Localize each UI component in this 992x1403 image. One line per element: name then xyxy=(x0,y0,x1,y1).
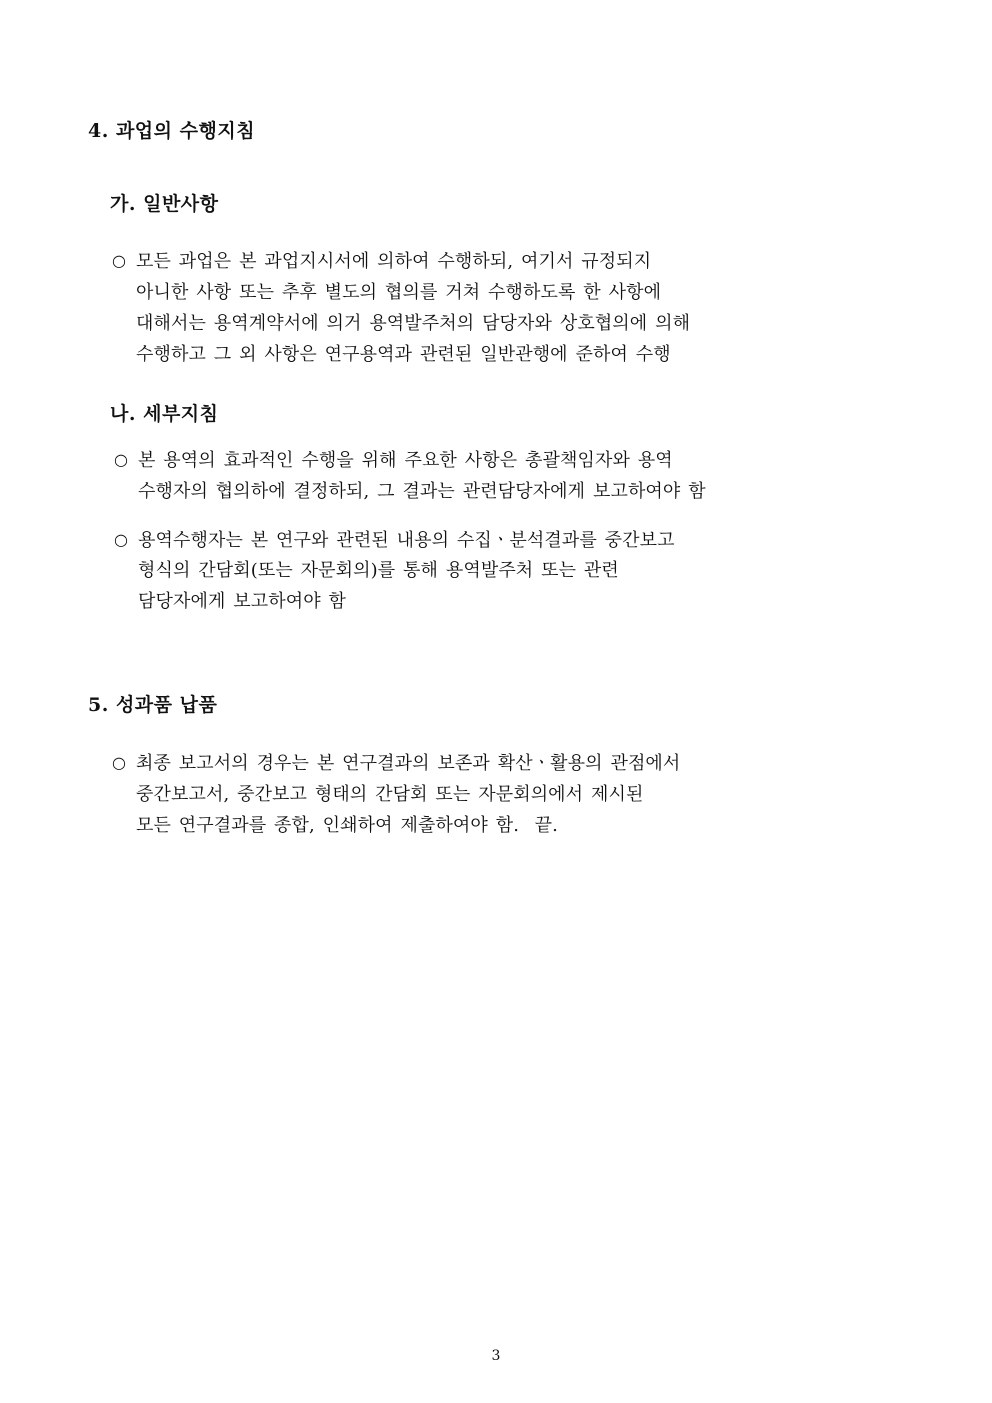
list-item-text: 본 용역의 효과적인 수행을 위해 주요한 사항은 총괄책임자와 용역 수행자의 협의하에 결정하되, 그 결과는 관련담당자에게 보고하여야 함 xyxy=(138,449,706,502)
section-5-heading: 5. 성과품 납품 xyxy=(88,694,218,717)
spacer xyxy=(88,145,908,191)
page-number: 3 xyxy=(491,1348,501,1364)
list-item-text: 최종 보고서의 경우는 본 연구결과의 보존과 확산ㆍ활용의 관점에서 중간보고서, 중간보고 형태의 간담회 또는 자문회의에서 제시된 모든 연구결과를 종합, 인쇄하여 제출하여야 함. 끝. xyxy=(136,752,681,836)
list-item xyxy=(88,247,908,371)
section-4-heading: 4. 과업의 수행지침 xyxy=(88,120,256,142)
list-item-text: 모든 과업은 본 과업지시서에 의하여 수행하되, 여기서 규정되지 아니한 사항 또는 추후 별도의 협의를 거쳐 수행하도록 한 사항에 대해서는 용역계약서에 의거 용역발주처의 담당자와 상호협의에 의해 수행하고 그 외 사항은 연구용역과 관련된 일반관행에 준하여 수행 xyxy=(136,251,691,366)
subsection-na-heading: 나. 세부지침 xyxy=(110,403,219,425)
list-item xyxy=(88,749,908,842)
spacer xyxy=(88,618,908,692)
subsection-ga-heading: 가. 일반사항 xyxy=(110,192,219,215)
document-body xyxy=(88,118,908,842)
spacer xyxy=(88,428,908,446)
bullet-circle-icon: ○ xyxy=(114,529,128,549)
section-4 xyxy=(88,118,908,618)
list-item-text: 용역수행자는 본 연구와 관련된 내용의 수집ㆍ분석결과를 중간보고 형식의 간담회(또는 자문회의)를 통해 용역발주처 또는 관련 담당자에게 보고하여야 함 xyxy=(138,529,675,613)
spacer xyxy=(88,371,908,401)
bullet-circle-icon: ○ xyxy=(112,752,126,772)
spacer xyxy=(88,217,908,247)
list-item xyxy=(88,526,908,619)
section-5 xyxy=(88,692,908,841)
spacer xyxy=(88,508,908,526)
spacer xyxy=(88,719,908,749)
list-item xyxy=(88,446,908,508)
bullet-circle-icon: ○ xyxy=(112,251,126,271)
bullet-circle-icon: ○ xyxy=(114,449,128,469)
